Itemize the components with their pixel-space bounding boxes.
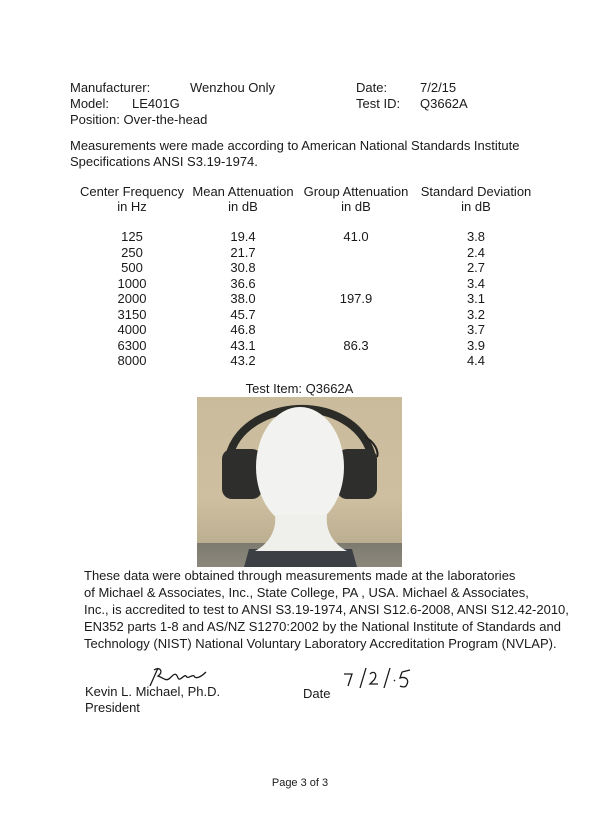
col-header-line: Center Frequency [79,184,185,199]
accreditation-statement [84,567,569,652]
col-header-line: in dB [228,199,258,214]
testid-value: Q3662A [420,96,468,111]
date-label: Date: [356,80,388,95]
table-cell-freq: 3150 [117,306,147,322]
signer-name: Kevin L. Michael, Ph.D. [85,684,221,699]
table-cell-freq: 250 [121,244,143,260]
table-cell-mean: 30.8 [230,260,256,275]
intro-line-2: Specifications ANSI S3.19-1974. [70,154,258,169]
table-cell-mean: 45.7 [230,306,256,322]
table-cell-sd: 2.4 [466,244,486,260]
table-cell-group: 197.9 [339,291,373,306]
table-cell-sd: 4.4 [466,353,486,368]
handwritten-date [340,664,420,692]
table-cell-sd: 2.7 [466,260,486,275]
manufacturer-value: Wenzhou Only [190,80,276,95]
table-cell-freq: 4000 [117,322,147,337]
statement-line: EN352 parts 1-8 and AS/NZ S1270:2002 by the National Institute of Standards and [84,619,561,634]
table-cell-mean: 36.6 [230,275,256,291]
col-header-line: Group Attenuation [303,184,409,199]
mannequin-neck [255,515,347,551]
table-cell-mean: 43.1 [230,337,256,353]
statement-line: of Michael & Associates, Inc., State College, PA , USA. Michael & Associates, [84,585,529,600]
left-ear-cup [222,449,262,499]
col-header-line: Standard Deviation [420,184,532,199]
table-cell-freq: 1000 [117,275,147,291]
col-header-group [300,184,412,214]
table-cell-sd: 3.7 [466,322,486,337]
table-cell-mean: 38.0 [230,291,256,306]
table-cell-freq: 500 [121,260,143,275]
col-header-line: in dB [341,199,371,214]
table-cell-group: 86.3 [343,337,369,353]
table-cell-freq: 6300 [117,337,147,353]
table-cell-sd: 3.8 [466,229,486,244]
col-header-line: in dB [461,199,491,214]
col-header-line: in Hz [117,199,147,214]
test-item-photo [197,397,402,567]
table-cell-freq: 125 [121,229,143,244]
table-cell-freq: 8000 [117,353,147,368]
col-header-line: Mean Attenuation [192,184,294,199]
signature-date-label: Date [303,686,331,701]
table-cell-mean: 46.8 [230,322,256,337]
mannequin-head [256,407,344,527]
col-header-mean [190,184,296,214]
mannequin-base [244,549,357,567]
table-cell-mean: 43.2 [230,353,256,368]
col-header-sd [416,184,536,214]
date-value: 7/2/15 [420,80,457,95]
model-label: Model: [70,96,110,111]
position-text: Position: Over-the-head [70,112,208,127]
testid-label: Test ID: [356,96,401,111]
statement-line: Technology (NIST) National Voluntary Laboratory Accreditation Program (NVLAP). [84,636,557,651]
model-value: LE401G [132,96,180,111]
headphone-on-mannequin-image [197,397,402,567]
table-cell-group: 41.0 [343,229,369,244]
table-cell-sd: 3.2 [466,306,486,322]
table-cell-sd: 3.9 [466,337,486,353]
table-cell-sd: 3.4 [466,275,486,291]
table-cell-mean: 19.4 [230,229,256,244]
table-cell-mean: 21.7 [230,244,256,260]
page-number: Page 3 of 3 [271,777,329,789]
col-header-frequency [76,184,188,214]
statement-line: These data were obtained through measurements made at the laboratories [84,568,516,583]
table-cell-freq: 2000 [117,291,147,306]
manufacturer-label: Manufacturer: [70,80,151,95]
test-item-caption: Test Item: Q3662A [245,381,354,396]
signer-title: President [85,700,140,715]
statement-line: Inc., is accredited to test to ANSI S3.19-1974, ANSI S12.6-2008, ANSI S12.42-2010, [84,602,569,617]
table-cell-sd: 3.1 [466,291,486,306]
intro-line-1: Measurements were made according to American National Standards Institute [70,138,520,153]
